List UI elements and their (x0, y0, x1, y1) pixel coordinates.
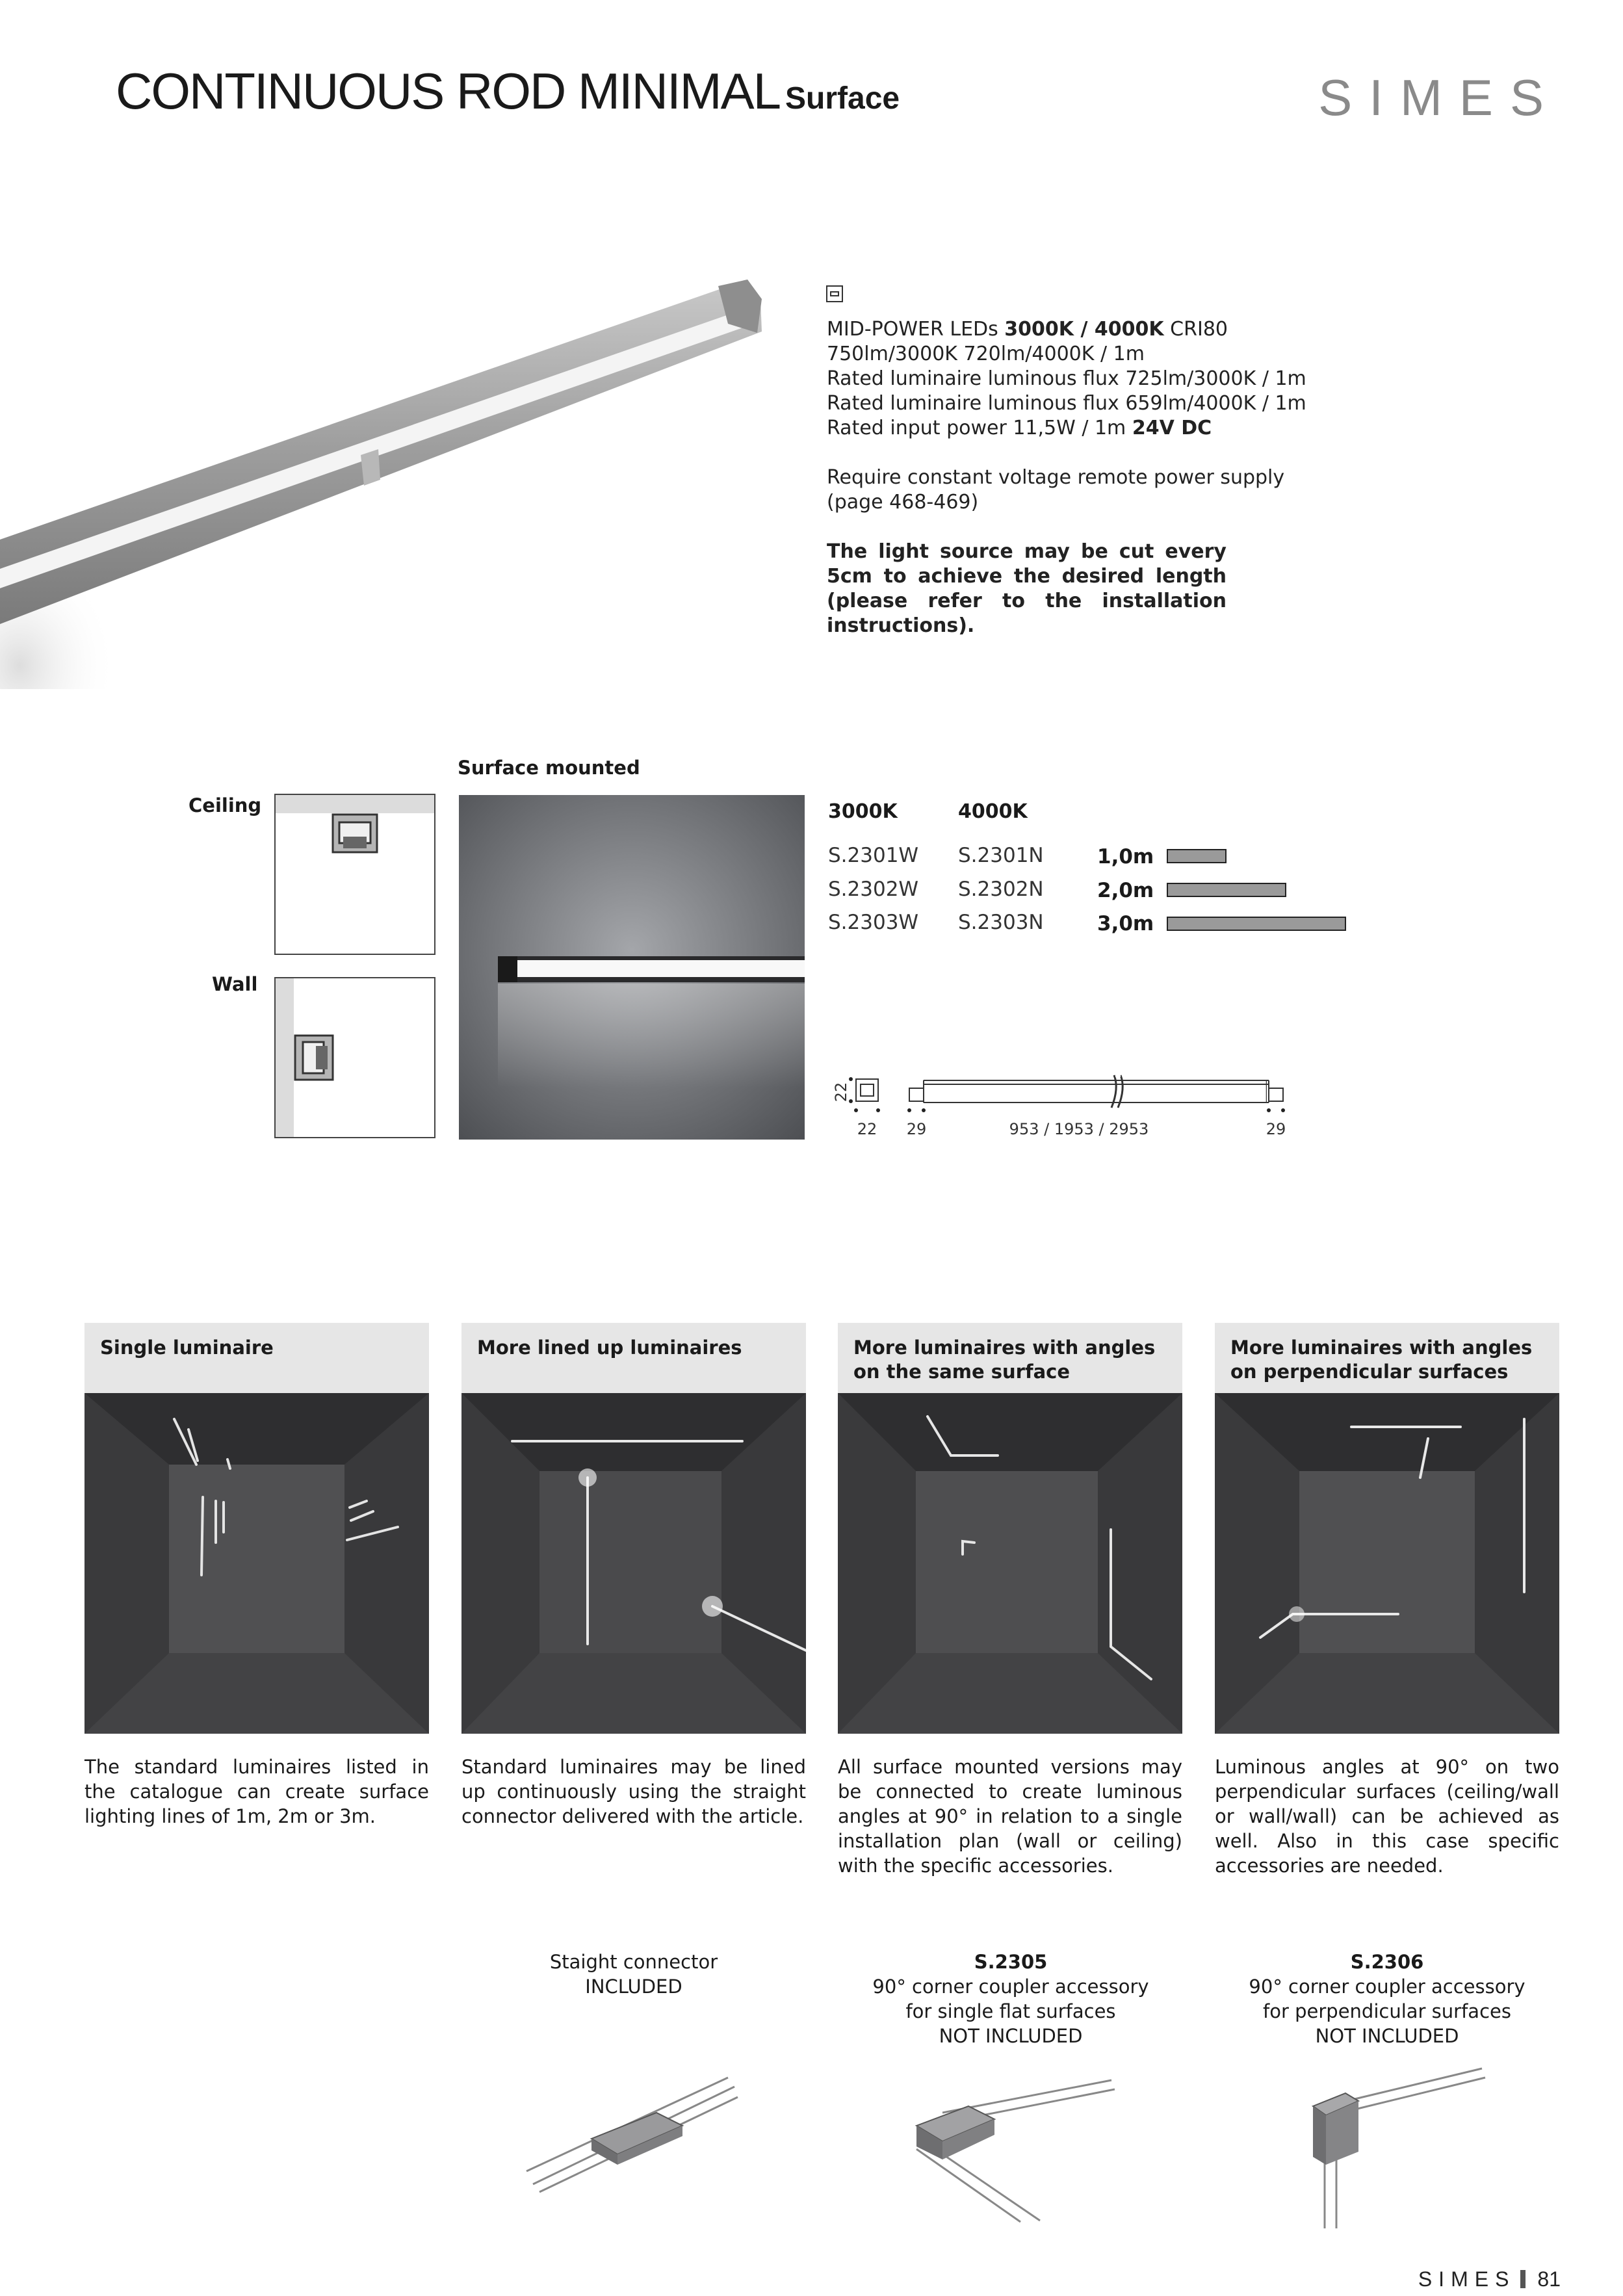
spec-cct-1: 3000K (1004, 318, 1074, 341)
config-desc-perpendicular: Luminous angles at 90° on two perpendicular surfaces (ceiling/wall or wall/wall) can be achieved as well. Also in this case specific accessories are needed. (1215, 1756, 1559, 1877)
col-header-3000k: 3000K (828, 800, 898, 823)
page-title (116, 62, 900, 121)
config-header-same-surface: More luminaires with angles on the same surface (838, 1323, 1182, 1393)
surface-mounted-photo (459, 795, 805, 1140)
spec-cct-2: / 4000K (1074, 318, 1164, 341)
model-code-3000k: S.2303W (828, 911, 919, 934)
title-sub: Surface (785, 81, 900, 116)
wall-label: Wall (212, 973, 258, 995)
surface-mounted-label: Surface mounted (458, 757, 640, 779)
accessory-s2305 (848, 1950, 1173, 2048)
product-photo (0, 260, 793, 689)
accessory-use: for perpendicular surfaces (1263, 2000, 1511, 2022)
length-bar-2m (1167, 883, 1286, 897)
brand-logo: SIMES (1318, 69, 1561, 126)
config-desc-same-surface: All surface mounted versions may be connected to create luminous angles at 90° in relation to a single installation plan (wall or ceiling) with the specific accessories. (838, 1756, 1182, 1877)
accessory-code: S.2306 (1350, 1951, 1424, 1973)
footer-separator (1520, 2270, 1526, 2288)
accessory-name: 90° corner coupler accessory (872, 1976, 1149, 1998)
spec-cri: CRI80 (1163, 318, 1228, 341)
spec-power-supply-page: (page 468-469) (827, 491, 979, 514)
ceiling-label: Ceiling (188, 794, 262, 816)
wall-profile-icon (294, 1034, 339, 1081)
model-code-4000k: S.2303N (958, 911, 1044, 934)
corner-coupler-perpendicular-illustration (1274, 2061, 1495, 2230)
remote-driver-icon (825, 285, 845, 304)
model-code-4000k: S.2302N (958, 878, 1044, 901)
wall-diagram (274, 977, 435, 1138)
dimension-drawing (820, 1066, 1340, 1144)
accessory-status: NOT INCLUDED (939, 2025, 1083, 2047)
spec-cut-note: The light source may be cut every 5cm to achieve the desired length (please refer to the installation instructions). (827, 540, 1227, 637)
config-header-single: Single luminaire (84, 1323, 429, 1393)
title-main: CONTINUOUS ROD MINIMAL (116, 62, 781, 120)
model-length: 2,0m (1097, 879, 1154, 902)
length-bar-1m (1167, 849, 1227, 863)
spec-voltage: 24V DC (1132, 417, 1212, 439)
dim-height: 22 (832, 1082, 850, 1102)
room-illustration-perpendicular (1215, 1393, 1559, 1734)
model-code-3000k: S.2302W (828, 878, 919, 901)
dim-lengths: 953 / 1953 / 2953 (1009, 1120, 1149, 1138)
spec-block (827, 317, 1306, 638)
footer-brand: SIMES (1418, 2267, 1516, 2291)
model-length: 3,0m (1097, 912, 1154, 935)
ceiling-surface (276, 795, 434, 813)
spec-power-value: Rated input power 11,5W / 1m (827, 417, 1132, 439)
dim-width: 22 (857, 1120, 877, 1138)
config-desc-single: The standard luminaires listed in the catalogue can create surface lighting lines of 1m, 2m or 3m. (84, 1756, 429, 1827)
accessory-straight-connector (510, 1950, 757, 1999)
spec-line-power (827, 416, 1243, 441)
rod-diffuser (0, 307, 754, 588)
accessory-status: INCLUDED (585, 1976, 682, 1998)
model-length: 1,0m (1097, 845, 1154, 868)
corner-coupler-flat-illustration (890, 2074, 1124, 2223)
ceiling-profile-icon (331, 813, 378, 856)
accessory-status: NOT INCLUDED (1315, 2025, 1459, 2047)
config-header-perpendicular: More luminaires with angles on perpendicular surfaces (1215, 1323, 1559, 1393)
spec-power-supply: Require constant voltage remote power supply (827, 466, 1285, 489)
spec-line-flux: 750lm/3000K 720lm/4000K / 1m (827, 343, 1145, 365)
room-illustration-lined-up (461, 1393, 806, 1734)
accessory-name: Staight connector (549, 1951, 718, 1973)
accessory-s2306 (1225, 1950, 1550, 2048)
page-number: 81 (1537, 2267, 1561, 2291)
spec-line-leds (827, 317, 1243, 342)
room-illustration-same-surface (838, 1393, 1182, 1734)
ceiling-diagram (274, 794, 435, 955)
spec-led-type: MID-POWER LEDs (827, 318, 1005, 341)
straight-connector-illustration (520, 2074, 741, 2197)
accessory-name: 90° corner coupler accessory (1249, 1976, 1526, 1998)
wall-surface (276, 978, 294, 1137)
model-code-4000k: S.2301N (958, 844, 1044, 867)
spec-line-rated-4000: Rated luminaire luminous flux 659lm/4000K / 1m (827, 392, 1306, 415)
page-footer (1418, 2267, 1561, 2291)
model-code-3000k: S.2301W (828, 844, 919, 867)
col-header-4000k: 4000K (958, 800, 1028, 823)
room-illustration-single (84, 1393, 429, 1734)
length-bar-3m (1167, 917, 1346, 931)
dim-end-right: 29 (1266, 1120, 1286, 1138)
config-header-lined-up: More lined up luminaires (461, 1323, 806, 1393)
config-desc-lined-up: Standard luminaires may be lined up continuously using the straight connector delivered with the article. (461, 1756, 806, 1827)
spec-line-rated-3000: Rated luminaire luminous flux 725lm/3000K / 1m (827, 367, 1306, 390)
dim-end-left: 29 (906, 1120, 927, 1138)
accessory-use: for single flat surfaces (905, 2000, 1116, 2022)
accessory-code: S.2305 (974, 1951, 1048, 1973)
